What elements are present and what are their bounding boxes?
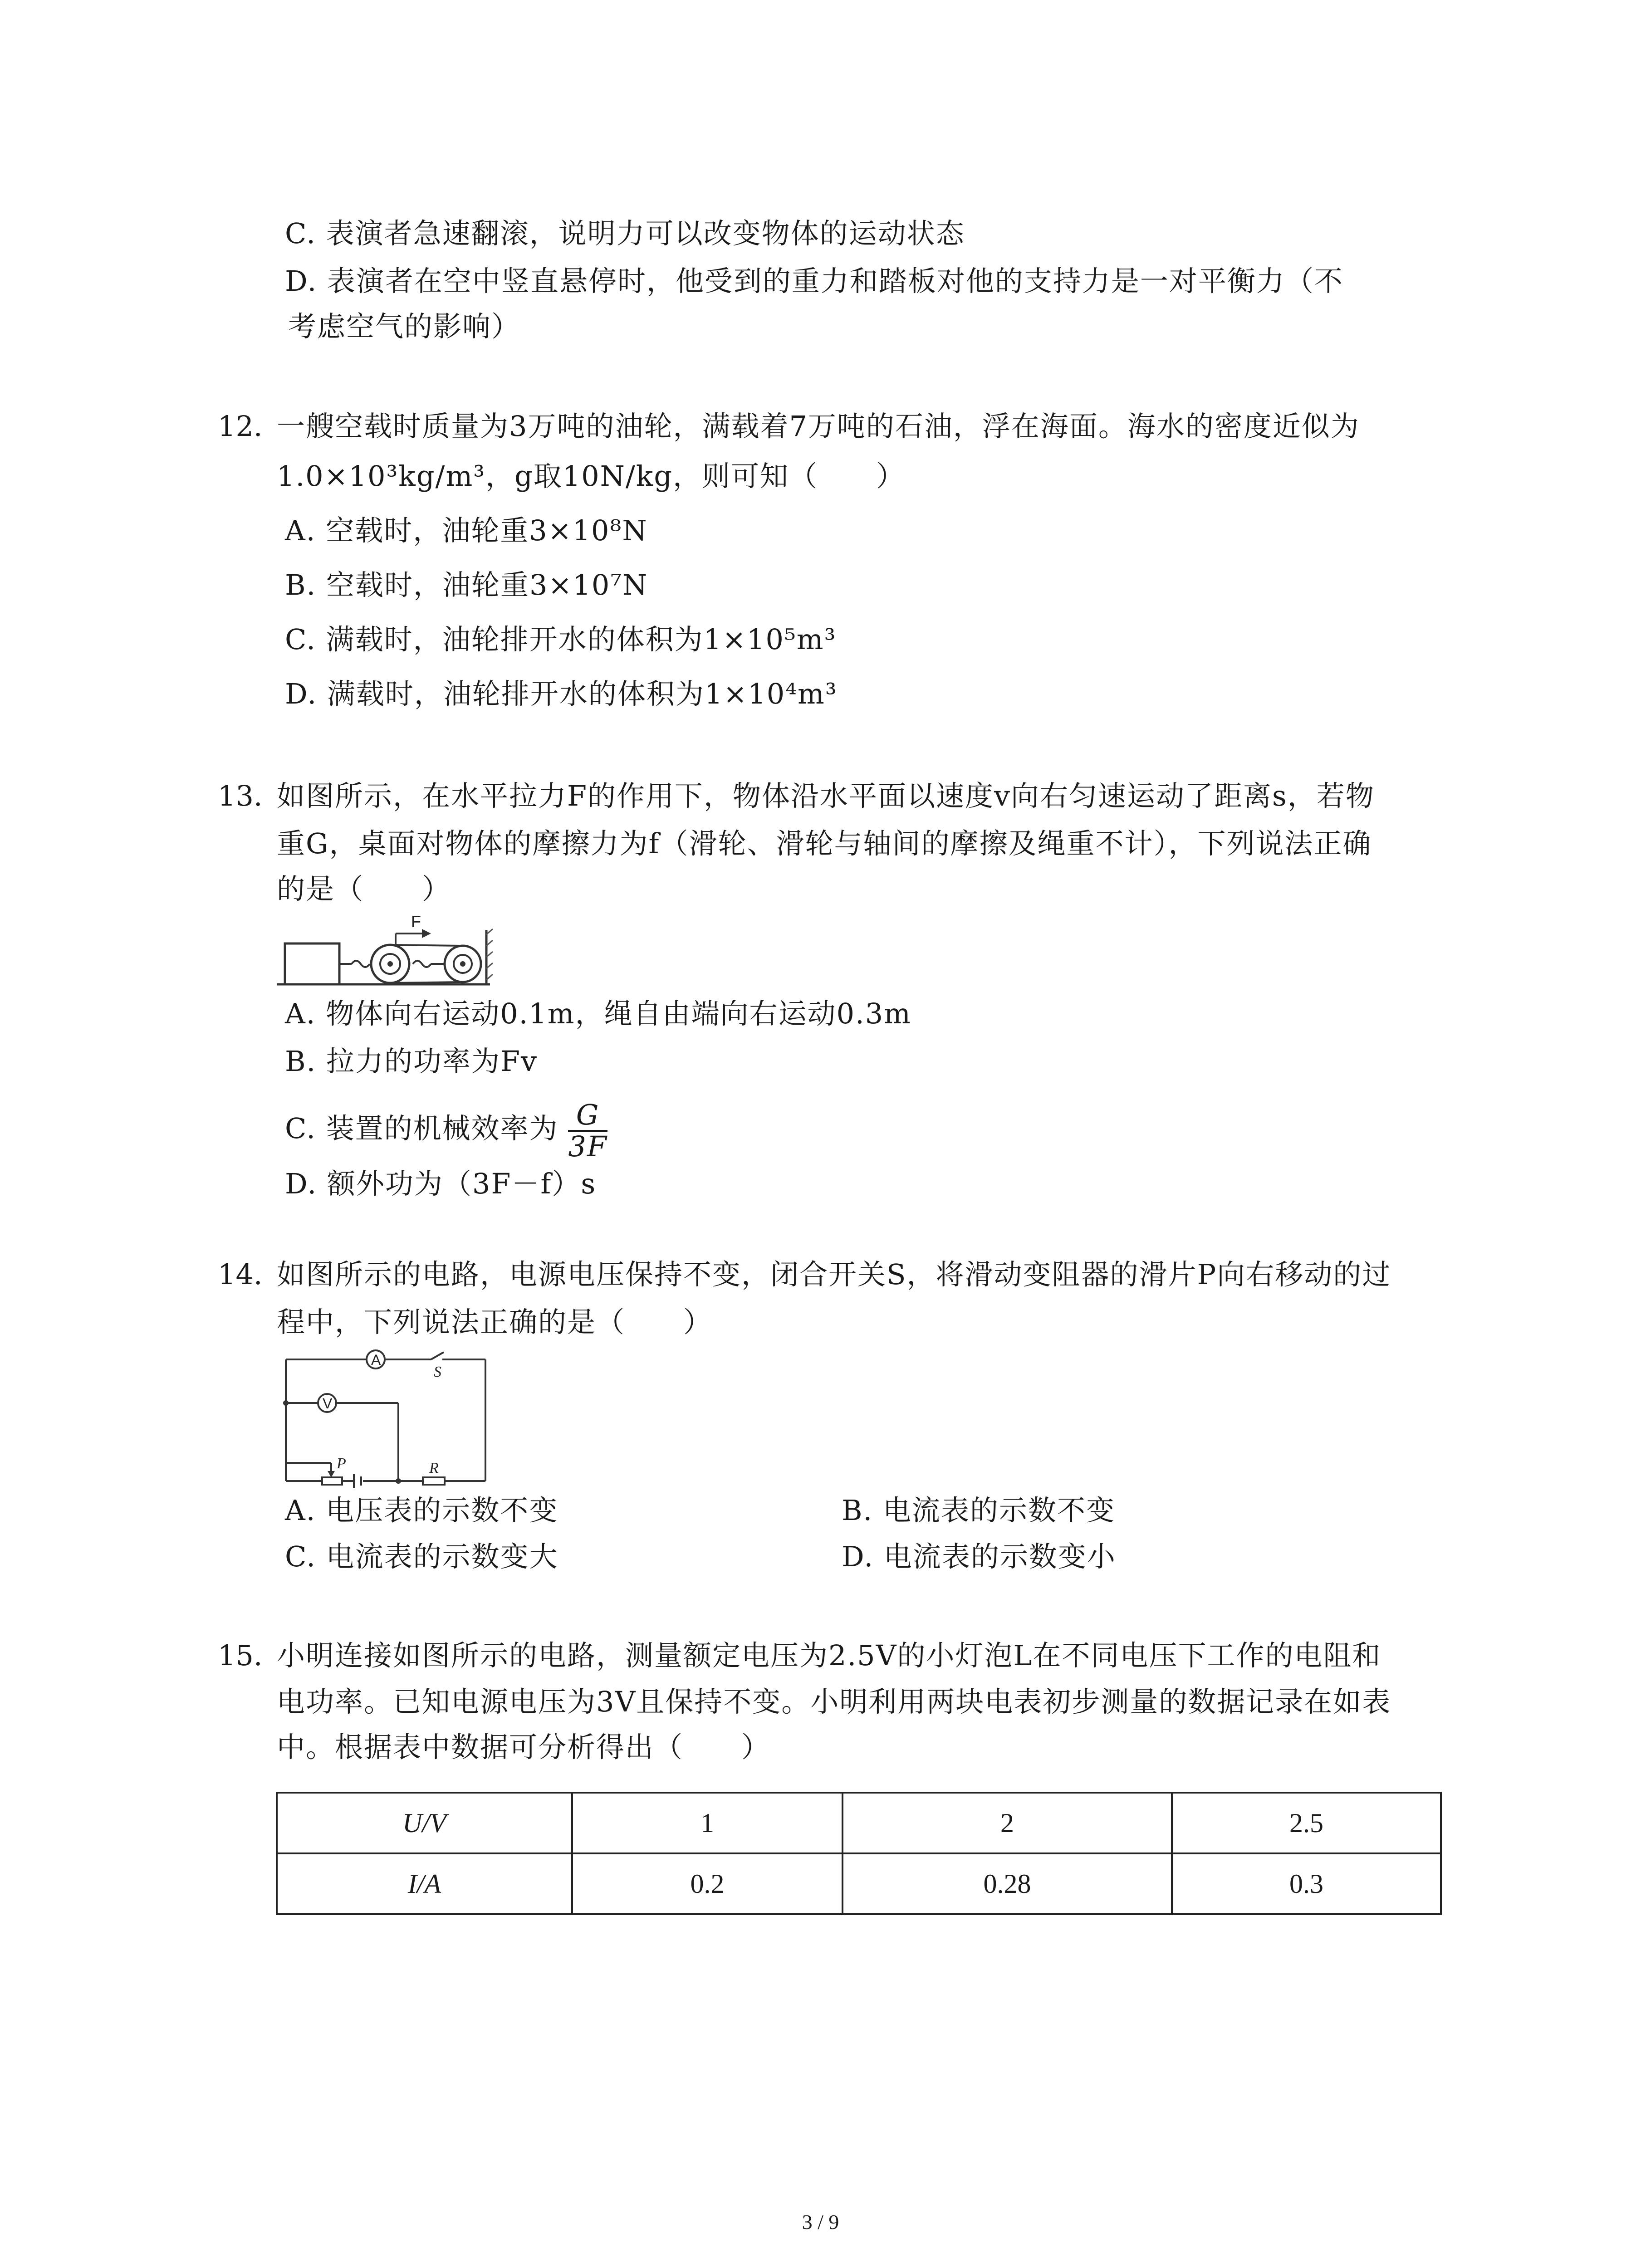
q14-stem-line2: 程中，下列说法正确的是（ ） bbox=[277, 1305, 713, 1339]
table-cell: 0.2 bbox=[572, 1853, 843, 1914]
q14-option-c: C. 电流表的示数变大 bbox=[285, 1540, 558, 1573]
q13-option-c-prefix: C. 装置的机械效率为 bbox=[285, 1112, 558, 1145]
table-cell: 0.28 bbox=[843, 1853, 1172, 1914]
q13-option-c bbox=[285, 1100, 607, 1162]
q15-number: 15. bbox=[218, 1639, 263, 1672]
ammeter-label: A bbox=[371, 1352, 381, 1368]
q13-option-b: B. 拉力的功率为Fv bbox=[285, 1045, 538, 1078]
table-cell: 1 bbox=[572, 1793, 843, 1853]
q11-option-d-line2: 考虑空气的影响） bbox=[288, 310, 521, 343]
q13-option-a: A. 物体向右运动0.1m，绳自由端向右运动0.3m bbox=[285, 997, 911, 1030]
q12-stem-line2: 1.0×10³kg/m³，g取10N/kg，则可知（ ） bbox=[277, 459, 906, 493]
q15-stem-line1: 小明连接如图所示的电路，测量额定电压为2.5V的小灯泡L在不同电压下工作的电阻和 bbox=[277, 1639, 1381, 1672]
table-row bbox=[277, 1793, 1441, 1853]
table-header-cell: I/A bbox=[277, 1853, 572, 1914]
circuit-figure bbox=[277, 1349, 495, 1490]
voltmeter-label: V bbox=[323, 1395, 333, 1412]
pulley-figure bbox=[277, 912, 495, 1002]
fraction-denominator: 3F bbox=[568, 1130, 607, 1163]
switch-label: S bbox=[434, 1364, 441, 1380]
q13-stem-line2: 重G，桌面对物体的摩擦力为f（滑轮、滑轮与轴间的摩擦及绳重不计），下列说法正确 bbox=[277, 827, 1372, 860]
table-row bbox=[277, 1853, 1441, 1914]
q14-option-d: D. 电流表的示数变小 bbox=[842, 1540, 1116, 1573]
q13-stem-line3: 的是（ ） bbox=[277, 872, 451, 905]
data-table bbox=[276, 1792, 1442, 1915]
q14-number: 14. bbox=[218, 1258, 263, 1291]
q12-option-b: B. 空载时，油轮重3×10⁷N bbox=[285, 568, 648, 601]
q13-stem-line1: 如图所示，在水平拉力F的作用下，物体沿水平面以速度v向右匀速运动了距离s，若物 bbox=[277, 779, 1375, 812]
resistor-label: R bbox=[429, 1460, 439, 1476]
q12-number: 12. bbox=[218, 410, 263, 443]
q12-option-c: C. 满载时，油轮排开水的体积为1×10⁵m³ bbox=[285, 623, 837, 656]
q12-option-a: A. 空载时，油轮重3×10⁸N bbox=[285, 514, 648, 547]
q12-stem-line1: 一艘空载时质量为3万吨的油轮，满载着7万吨的石油，浮在海面。海水的密度近似为 bbox=[277, 410, 1360, 443]
q15-stem-line2: 电功率。已知电源电压为3V且保持不变。小明利用两块电表初步测量的数据记录在如表 bbox=[277, 1685, 1391, 1718]
q15-stem-line3: 中。根据表中数据可分析得出（ ） bbox=[277, 1730, 771, 1764]
q14-option-b: B. 电流表的示数不变 bbox=[842, 1494, 1115, 1527]
q14-stem-line1: 如图所示的电路，电源电压保持不变，闭合开关S，将滑动变阻器的滑片P向右移动的过 bbox=[277, 1258, 1391, 1291]
q11-option-d-line1: D. 表演者在空中竖直悬停时，他受到的重力和踏板对他的支持力是一对平衡力（不 bbox=[285, 264, 1343, 298]
page-number: 3 / 9 bbox=[802, 2210, 839, 2234]
efficiency-fraction bbox=[568, 1100, 607, 1162]
slider-label: P bbox=[337, 1455, 346, 1472]
force-label: F bbox=[411, 912, 421, 931]
q13-option-d: D. 额外功为（3F－f）s bbox=[285, 1167, 597, 1200]
fraction-numerator: G bbox=[568, 1100, 607, 1132]
q14-option-a: A. 电压表的示数不变 bbox=[285, 1494, 558, 1527]
table-header-cell: U/V bbox=[277, 1793, 572, 1853]
table-cell: 2.5 bbox=[1172, 1793, 1441, 1853]
q12-option-d: D. 满载时，油轮排开水的体积为1×10⁴m³ bbox=[285, 677, 838, 710]
q13-number: 13. bbox=[218, 779, 263, 812]
table-cell: 0.3 bbox=[1172, 1853, 1441, 1914]
table-cell: 2 bbox=[843, 1793, 1172, 1853]
q11-option-c: C. 表演者急速翻滚，说明力可以改变物体的运动状态 bbox=[285, 217, 965, 250]
